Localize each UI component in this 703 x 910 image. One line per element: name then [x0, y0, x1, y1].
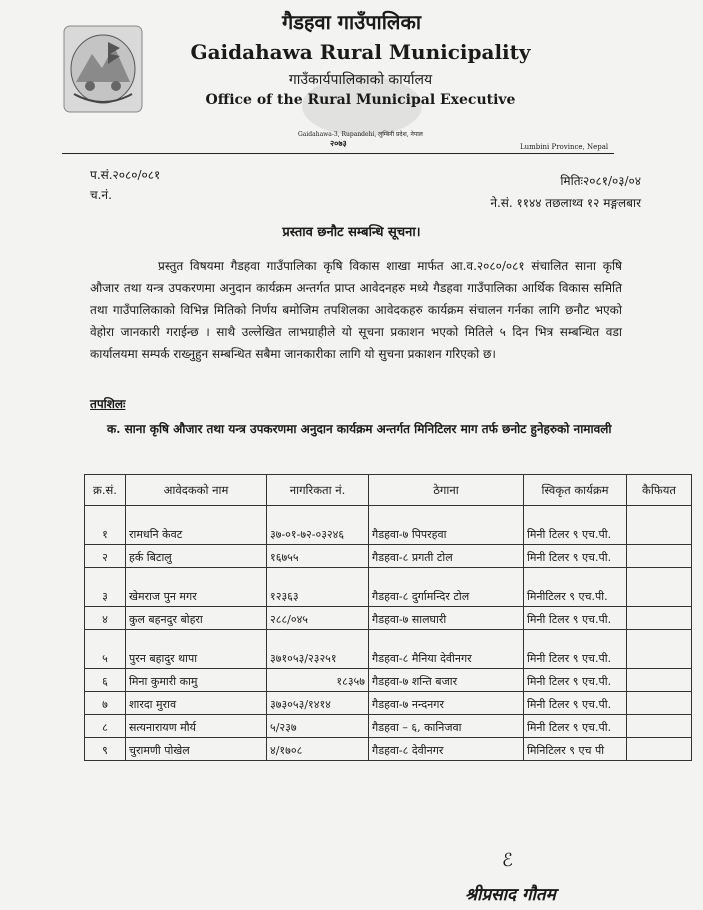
- office-name-english: Office of the Rural Municipal Executive: [205, 92, 516, 108]
- established-year: २०७३: [330, 138, 347, 148]
- cell-name: हर्क बिटालु: [126, 545, 267, 568]
- cell-name: सत्यनारायण मौर्य: [126, 715, 267, 738]
- cell-citizenship: ३७-०१-७२-०३२४६: [267, 506, 369, 545]
- cell-sn: ३: [85, 568, 126, 607]
- signatory-name: श्रीप्रसाद गौतम: [465, 885, 556, 905]
- cell-address: गैडहवा-८ मैनिया देवीनगर: [369, 630, 524, 669]
- col-header-citizenship: नागरिकता नं.: [267, 475, 369, 506]
- dispatch-number: च.नं.: [90, 188, 112, 202]
- date-nepal-sambat: ने.सं. ११४४ तछलाथ्व १२ मङ्गलबार: [490, 196, 641, 210]
- cell-citizenship: ४/१७०८: [267, 738, 369, 761]
- reference-block: [90, 165, 160, 205]
- cell-citizenship: १८३५७: [267, 669, 369, 692]
- cell-program: मिनी टिलर ९ एच.पी.: [524, 506, 627, 545]
- col-header-program: स्विकृत कार्यक्रम: [524, 475, 627, 506]
- cell-remarks: [627, 506, 692, 545]
- cell-sn: ९: [85, 738, 126, 761]
- notice-body-text: प्रस्तुत विषयमा गैडहवा गाउँपालिका कृषि विकास शाखा मार्फत आ.व.२०८०/०८१ संचालित साना कृषि औजार तथा यन्त्र उपकरणमा अनुदान कार्यक्रम अन्तर्गत प्राप्त आवेदनहरु मध्ये गैडहवा गाउँपालिका आर्थिक विकास समिति तथा गाउँपालिकाको विभिन्न मितिको निर्णय बमोजिम तपशिलका आवेदकहरु कार्यक्रम संचालन गर्नका लागि छनौट भएको वेहोरा जानकारी गराईन्छ । साथै उल्लेखित लाभग्राहीले यो सूचना प्रकाशन भएको मितिले ५ दिन भित्र सम्बन्धित वडा कार्यालयमा सम्पर्क राख्नुहुन सम्बन्धित सबैमा जानकारीका लागि यो सुचना प्रकाशन गरिएको छ।: [90, 259, 622, 361]
- cell-citizenship: २८८/०४५: [267, 607, 369, 630]
- cell-remarks: [627, 692, 692, 715]
- cell-program: मिनी टिलर ९ एच.पी.: [524, 545, 627, 568]
- cell-program: मिनी टिलर ९ एच.पी.: [524, 669, 627, 692]
- cell-remarks: [627, 545, 692, 568]
- cell-sn: ७: [85, 692, 126, 715]
- cell-sn: ५: [85, 630, 126, 669]
- cell-program: मिनी टिलर ९ एच.पी.: [524, 715, 627, 738]
- notice-subject: प्रस्ताव छनौट सम्बन्धि सूचना।: [282, 225, 421, 240]
- cell-address: गैडहवा-८ देवीनगर: [369, 738, 524, 761]
- table-row: [85, 692, 692, 715]
- province-label: Lumbini Province, Nepal: [520, 143, 609, 151]
- selected-applicants-table: [84, 474, 692, 761]
- table-header-row: [85, 475, 692, 506]
- cell-remarks: [627, 607, 692, 630]
- cell-remarks: [627, 669, 692, 692]
- cell-remarks: [627, 738, 692, 761]
- cell-program: मिनी टिलर ९ एच.पी.: [524, 630, 627, 669]
- cell-address: गैडहवा-८ दुर्गामन्दिर टोल: [369, 568, 524, 607]
- cell-name: कुल बहनदुर बोहरा: [126, 607, 267, 630]
- col-header-remarks: कैफियत: [627, 475, 692, 506]
- cell-address: गैडहवा-७ सालघारी: [369, 607, 524, 630]
- cell-program: मिनी टिलर ९ एच.पी.: [524, 607, 627, 630]
- cell-sn: २: [85, 545, 126, 568]
- table-row: [85, 545, 692, 568]
- cell-name: खेमराज पुन मगर: [126, 568, 267, 607]
- cell-sn: १: [85, 506, 126, 545]
- col-header-sn: क्र.सं.: [85, 475, 126, 506]
- cell-remarks: [627, 568, 692, 607]
- cell-citizenship: ५/२३७: [267, 715, 369, 738]
- date-block: [490, 170, 641, 214]
- cell-sn: ८: [85, 715, 126, 738]
- municipality-name-english: Gaidahawa Rural Municipality: [190, 40, 531, 64]
- col-header-name: आवेदकको नाम: [126, 475, 267, 506]
- list-heading: क. साना कृषि औजार तथा यन्त्र उपकरणमा अनुदान कार्यक्रम अन्तर्गत मिनिटिलर माग तर्फ छनोट हुनेहरुको नामावली: [107, 422, 612, 436]
- col-header-address: ठेगाना: [369, 475, 524, 506]
- table-row: [85, 630, 692, 669]
- letter-number: प.सं.२०८०/०८१: [90, 168, 161, 182]
- cell-sn: ६: [85, 669, 126, 692]
- cell-program: मिनीटिलर ९ एच.पी.: [524, 568, 627, 607]
- cell-citizenship: ३७१०५३/२३२५१: [267, 630, 369, 669]
- municipality-name-nepali: गैडहवा गाउँपालिका: [281, 10, 422, 34]
- table-row: [85, 568, 692, 607]
- notice-body: [90, 255, 622, 365]
- cell-name: रामधनि केवट: [126, 506, 267, 545]
- cell-address: गैडहवा-७ नन्दनगर: [369, 692, 524, 715]
- signature-mark: ℰ: [502, 850, 513, 871]
- table-row: [85, 669, 692, 692]
- cell-sn: ४: [85, 607, 126, 630]
- date-bs: मितिः२०८१/०३/०४: [560, 174, 641, 188]
- office-name-nepali: गाउँकार्यपालिकाको कार्यालय: [288, 72, 433, 88]
- table-row: [85, 715, 692, 738]
- cell-name: शारदा मुराव: [126, 692, 267, 715]
- details-label: तपशिलः: [90, 397, 126, 411]
- cell-address: गैडहवा-७ पिपरहवा: [369, 506, 524, 545]
- table-row: [85, 506, 692, 545]
- cell-citizenship: १६७५५: [267, 545, 369, 568]
- cell-name: मिना कुमारी कामु: [126, 669, 267, 692]
- cell-address: गैडहवा-७ शन्ति बजार: [369, 669, 524, 692]
- office-address: Gaidahawa-3, Rupandehi, लुम्बिनी प्रदेश, नेपाल: [298, 131, 423, 138]
- table-row: [85, 738, 692, 761]
- cell-remarks: [627, 630, 692, 669]
- header-divider: [62, 153, 614, 154]
- cell-program: मिनिटिलर ९ एच पी: [524, 738, 627, 761]
- cell-name: चुरामणी पोखेल: [126, 738, 267, 761]
- cell-program: मिनी टिलर ९ एच.पी.: [524, 692, 627, 715]
- cell-address: गैडहवा – ६, कानिजवा: [369, 715, 524, 738]
- cell-citizenship: १२३६३: [267, 568, 369, 607]
- cell-address: गैडहवा-८ प्रगती टोल: [369, 545, 524, 568]
- table-row: [85, 607, 692, 630]
- cell-remarks: [627, 715, 692, 738]
- cell-name: पुरन बहादुर थापा: [126, 630, 267, 669]
- cell-citizenship: ३७३०५३/१४१४: [267, 692, 369, 715]
